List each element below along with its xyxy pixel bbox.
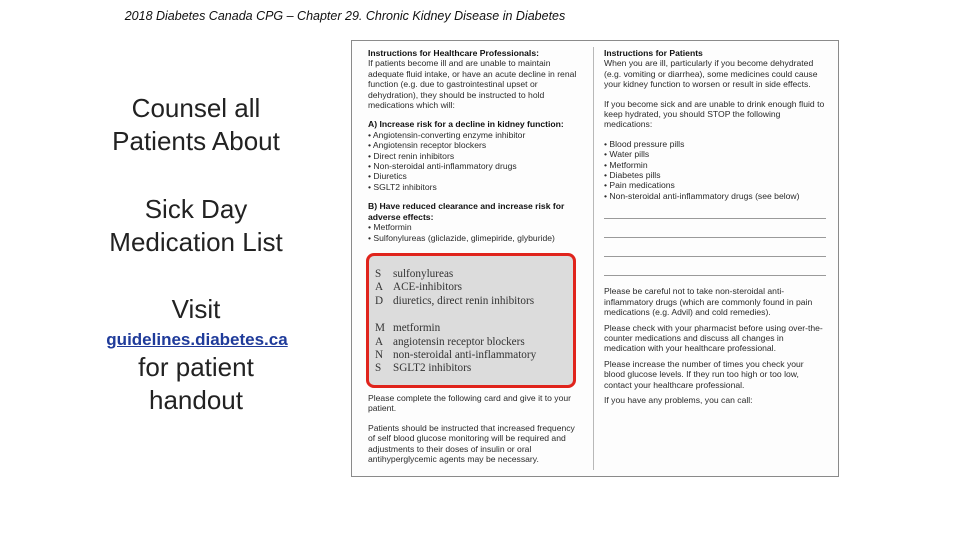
counsel-line-2: Patients About	[112, 126, 280, 156]
counsel-line-1: Counsel all	[131, 93, 261, 123]
hcp-footer	[368, 393, 582, 464]
write-in-line[interactable]	[604, 239, 826, 257]
write-in-line[interactable]	[604, 220, 826, 238]
write-in-line[interactable]	[604, 258, 826, 276]
hcp-intro: If patients become ill and are unable to maintain adequate fluid intake, or have an acute decline in renal function (e.g. due to gastrointestinal upset or dehydration), they should be instructed to hold medications which will:	[368, 58, 577, 111]
patient-stop-note: If you become sick and are unable to drink enough fluid to keep hydrated, you should STOP the following medications:	[604, 98, 825, 130]
sadmans-drug: SGLT2 inhibitors	[393, 362, 472, 375]
sadmans-row	[375, 268, 573, 281]
hcp-column	[368, 48, 582, 243]
complete-card-note: Please complete the following card and give it to your patient.	[368, 393, 572, 414]
sick-day-heading	[80, 193, 312, 259]
patient-nsaid-caution: Please be careful not to take non-steroidal anti-inflammatory drugs (which are commonly found in pain medications (e.g. Advil) and cold remedies).	[604, 286, 813, 318]
sadmans-drug: metformin	[393, 322, 441, 335]
sadmans-letter: S	[375, 362, 382, 375]
sadmans-letter: M	[375, 322, 385, 335]
sadmans-drug: sulfonylureas	[393, 268, 454, 280]
patient-glucose-note: Please increase the number of times you check your blood glucose levels. If they run too high or too low, contact your healthcare professional.	[604, 358, 804, 390]
column-divider	[593, 47, 594, 470]
sadmans-drug: diuretics, direct renin inhibitors	[393, 294, 535, 307]
sadmans-row	[375, 295, 573, 308]
patient-med-item: • Pain medications	[604, 180, 675, 191]
sadmans-letter: N	[375, 349, 384, 362]
guidelines-link[interactable]: guidelines.diabetes.ca	[106, 330, 288, 349]
section-a-item: • Diuretics	[368, 171, 407, 182]
guidelines-link-wrap	[86, 329, 308, 351]
patient-column	[604, 48, 826, 405]
sadmans-letter: A	[375, 335, 384, 348]
sadmans-row	[375, 322, 573, 335]
patient-title: Instructions for Patients	[604, 48, 703, 58]
handout-heading	[80, 351, 312, 417]
handout-line-1: for patient	[138, 352, 254, 382]
sadmans-row	[375, 349, 573, 362]
patient-med-item: • Metformin	[604, 159, 648, 170]
patient-intro: When you are ill, particularly if you become dehydrated (e.g. vomiting or diarrhea), some medicines could cause your kidney function to worsen or result in side effects.	[604, 58, 818, 90]
sadmans-drug: angiotensin receptor blockers	[393, 335, 525, 348]
section-a-item: • Angiotensin receptor blockers	[368, 140, 487, 151]
patient-med-item: • Blood pressure pills	[604, 138, 685, 149]
monitoring-note: Patients should be instructed that increased frequency of self blood glucose monitoring will be required and adjustments to their doses of insulin or oral antihyperglycemic agents may be necessary.	[368, 422, 575, 465]
section-a-title: A) Increase risk for a decline in kidney function:	[368, 119, 564, 130]
sadmans-letter: A	[375, 281, 384, 294]
sadmans-row	[375, 362, 573, 375]
sadmans-row	[375, 336, 573, 349]
sick-day-handout-image	[351, 40, 839, 477]
section-b-title: B) Have reduced clearance and increase risk for adverse effects:	[368, 201, 565, 222]
section-a-item: • Angiotensin-converting enzyme inhibitor	[368, 129, 526, 140]
counsel-heading	[80, 92, 312, 158]
section-a-item: • Non-steroidal anti-inflammatory drugs	[368, 161, 517, 172]
section-b-item: • Metformin	[368, 222, 412, 233]
sadmans-letter: S	[375, 268, 382, 280]
sick-day-line-1: Sick Day	[144, 194, 248, 224]
handout-line-2: handout	[149, 385, 243, 415]
patient-pharmacist-note: Please check with your pharmacist before using over-the-counter medications and discuss all changes in medication with your healthcare professional.	[604, 322, 823, 354]
sadmans-row	[375, 281, 573, 294]
patient-med-item: • Water pills	[604, 149, 650, 160]
section-b-item: • Sulfonylureas (gliclazide, glimepiride, glyburide)	[368, 232, 555, 243]
sadmans-letter: D	[375, 294, 384, 307]
sadmans-box	[366, 253, 576, 388]
slide-header: 2018 Diabetes Canada CPG – Chapter 29. Chronic Kidney Disease in Diabetes	[124, 9, 566, 23]
sick-day-line-2: Medication List	[109, 227, 283, 257]
patient-call-note: If you have any problems, you can call:	[604, 394, 753, 405]
write-in-line[interactable]	[604, 201, 826, 219]
section-a-item: • SGLT2 inhibitors	[368, 181, 437, 192]
hcp-title: Instructions for Healthcare Professionals:	[368, 48, 539, 58]
section-a-item: • Direct renin inhibitors	[368, 150, 455, 161]
sadmans-drug: non-steroidal anti-inflammatory	[393, 349, 537, 362]
patient-med-item: • Non-steroidal anti-inflammatory drugs (see below)	[604, 190, 800, 201]
patient-med-item: • Diabetes pills	[604, 170, 661, 181]
visit-label: Visit	[171, 294, 221, 324]
sadmans-drug: ACE-inhibitors	[393, 281, 462, 294]
